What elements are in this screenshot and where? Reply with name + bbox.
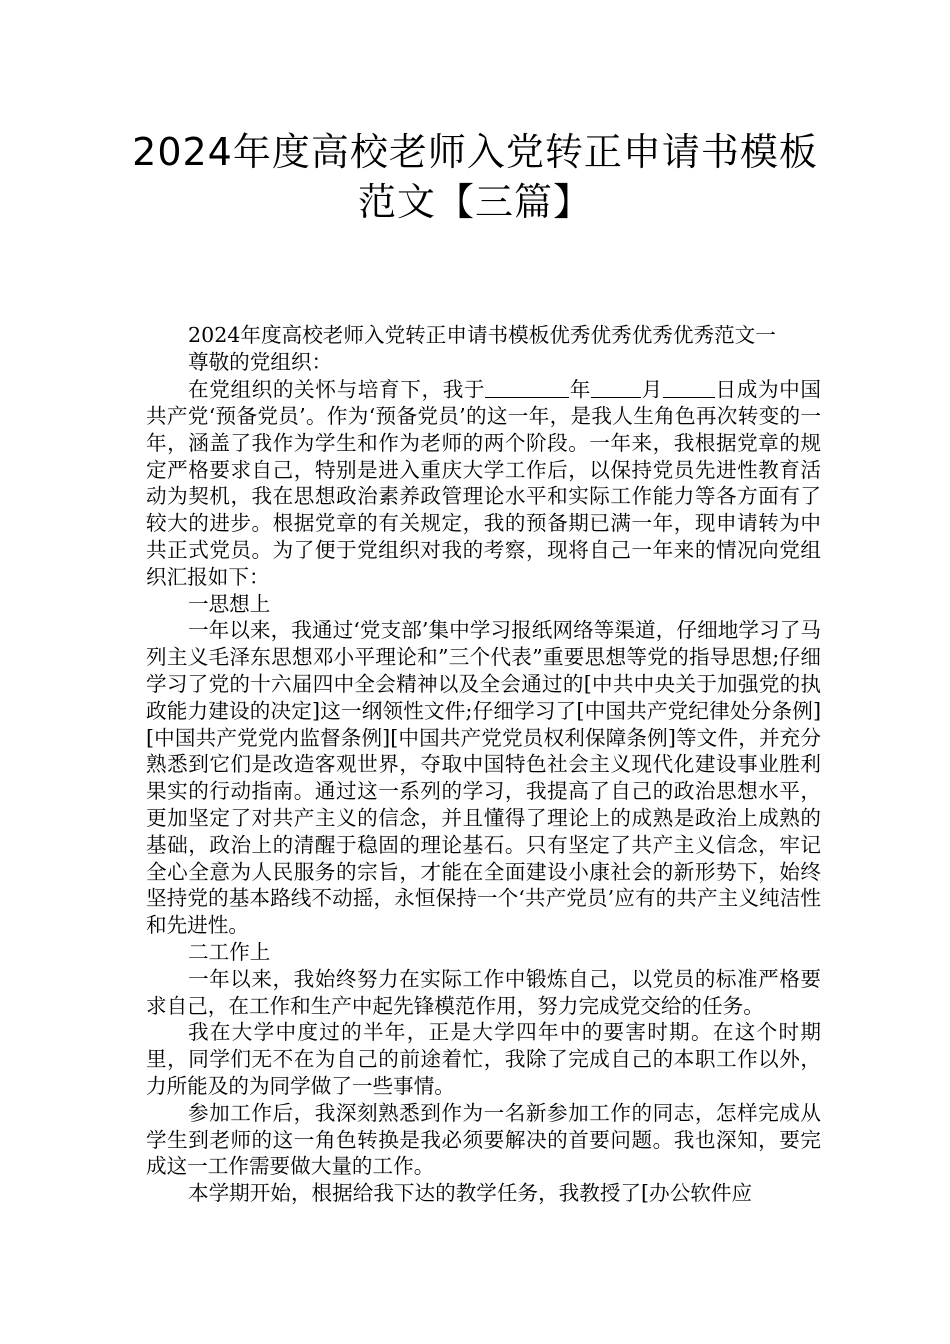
paragraph-work-2: 我在大学中度过的半年，正是大学四年中的要害时期。在这个时期里，同学们无不在为自己的前途着忙，我除了完成自己的本职工作以外，力所能及的为同学做了一些事情。 [146,1020,821,1098]
paragraph-work-3: 参加工作后，我深刻熟悉到作为一名新参加工作的同志，怎样完成从学生到老师的这一角色转换是我必须要解决的首要问题。我也深知，要完成这一工作需要做大量的工作。 [146,1100,821,1179]
day-blank [663,376,715,399]
heading-thought: 一思想上 [188,591,271,616]
document-body [146,322,821,1207]
intro-text-start: 在党组织的关怀与培育下，我于 [188,377,486,402]
section-heading: 2024年度高校老师入党转正申请书模板优秀优秀优秀优秀范文一 [188,323,776,347]
paragraph-work-4: 本学期开始，根据给我下达的教学任务，我教授了[办公软件应 [188,1181,753,1206]
intro-paragraph [146,376,821,591]
document-title-line-2: 范文【三篇】 [357,180,592,224]
year-label: 年 [569,377,592,402]
document-title-line-1: 2024年度高校老师入党转正申请书模板 [132,130,818,174]
heading-work: 二工作上 [188,939,271,964]
paragraph-thought: 一年以来，我通过‘党支部’集中学习报纸网络等渠道，仔细地学习了马列主义毛泽东思想邓小平理论和”三个代表”重要思想等党的指导思想;仔细学习了党的十六届四中全会精神以及全会通过的[中共中央关于加强党的执政能力建设的决定]这一纲领性文件;仔细学习了[中国共产党纪律处分条例][中国共产党党内监督条例][中国共产党党员权利保障条例]等文件，并充分熟悉到它们是改造客观世界，夺取中国特色社会主义现代化建设事业胜利果实的行动指南。通过这一系列的学习，我提高了自己的政治思想水平，更加坚定了对共产主义的信念，并且懂得了理论上的成熟是政治上成熟的基础，政治上的清醒于稳固的理论基石。只有坚定了共产主义信念，牢记全心全意为人民服务的宗旨，才能在全面建设小康社会的新形势下，始终坚持党的基本路线不动摇，永恒保持一个‘共产党员’应有的共产主义纯洁性和先进性。 [146,618,821,938]
intro-text-rest: 日成为中国共产党‘预备党员’。作为‘预备党员’的这一年，是我人生角色再次转变的一年，涵盖了我作为学生和作为老师的两个阶段。一年来，我根据党章的规定严格要求自己，特别是进入重庆大学工作后，以保持党员先进性教育活动为契机，我在思想政治素养政管理论水平和实际工作能力等各方面有了较大的进步。根据党章的有关规定，我的预备期已满一年，现申请转为中共正式党员。为了便于党组织对我的考察，现将自己一年来的情况向党组织汇报如下： [146,377,822,589]
month-blank [591,376,641,399]
salutation: 尊敬的党组织： [188,349,333,374]
year-blank [485,376,569,399]
month-label: 月 [641,377,663,402]
paragraph-work-1: 一年以来，我始终努力在实际工作中锻炼自己，以党员的标准严格要求自己，在工作和生产中起先锋模范作用，努力完成党交给的任务。 [146,966,821,1018]
